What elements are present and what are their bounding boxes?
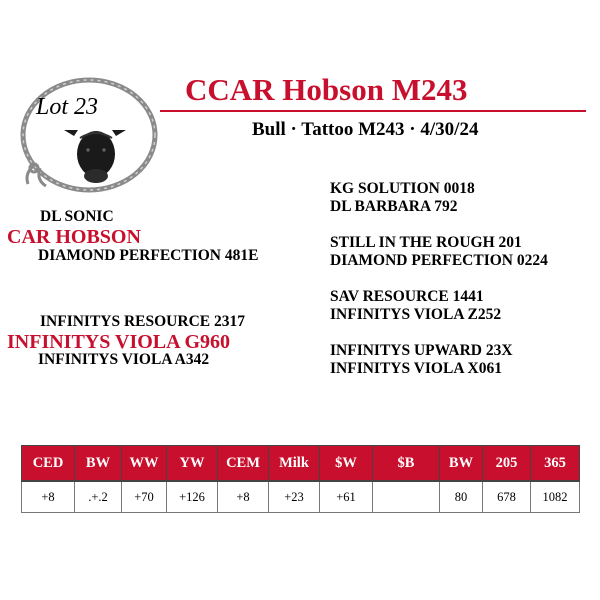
dam-dam: INFINITYS VIOLA A342 xyxy=(38,351,210,368)
epd-value-w-index: +61 xyxy=(320,481,373,513)
epd-header-row xyxy=(22,446,580,482)
rope-oval xyxy=(14,72,164,200)
grandparent-dam-sire-dam: INFINITYS VIOLA Z252 xyxy=(330,306,502,323)
epd-value-actual-bw: 80 xyxy=(440,481,483,513)
epd-value-365: 1082 xyxy=(531,481,580,513)
epd-table xyxy=(21,445,580,513)
sire-dam: DIAMOND PERFECTION 481E xyxy=(38,247,259,264)
animal-details: Bull · Tattoo M243 · 4/30/24 xyxy=(252,119,479,140)
dam-name: INFINITYS VIOLA G960 xyxy=(7,331,231,353)
epd-value-ww: +70 xyxy=(122,481,167,513)
epd-header-205: 205 xyxy=(483,446,531,482)
epd-header-cem: CEM xyxy=(218,446,269,482)
grandparent-dam-dam-sire: INFINITYS UPWARD 23X xyxy=(330,342,513,359)
epd-value-bw: .+.2 xyxy=(75,481,122,513)
grandparent-dam-dam-dam: INFINITYS VIOLA X061 xyxy=(330,360,502,377)
epd-value-milk: +23 xyxy=(269,481,320,513)
title-underline xyxy=(160,110,586,112)
epd-header-b-index: $B xyxy=(373,446,440,482)
grandparent-sire-sire-dam: DL BARBARA 792 xyxy=(330,198,458,215)
epd-value-yw: +126 xyxy=(167,481,218,513)
grandparent-sire-dam-dam: DIAMOND PERFECTION 0224 xyxy=(330,252,548,269)
angus-bull-head-icon xyxy=(64,130,126,183)
lot-label: Lot 23 xyxy=(36,94,99,120)
lot-logo xyxy=(14,72,164,200)
sire-sire: DL SONIC xyxy=(40,208,114,225)
epd-header-bw: BW xyxy=(75,446,122,482)
epd-header-ced: CED xyxy=(22,446,75,482)
sire-name: CAR HOBSON xyxy=(7,226,141,248)
epd-value-b-index xyxy=(373,481,440,513)
epd-value-row xyxy=(22,481,580,513)
animal-name: CCAR Hobson M243 xyxy=(185,72,468,107)
grandparent-sire-dam-sire: STILL IN THE ROUGH 201 xyxy=(330,234,522,251)
epd-header-ww: WW xyxy=(122,446,167,482)
grandparent-sire-sire-sire: KG SOLUTION 0018 xyxy=(330,180,475,197)
epd-value-cem: +8 xyxy=(218,481,269,513)
epd-value-205: 678 xyxy=(483,481,531,513)
epd-header-365: 365 xyxy=(531,446,580,482)
epd-header-w-index: $W xyxy=(320,446,373,482)
epd-header-actual-bw: BW xyxy=(440,446,483,482)
dam-sire: INFINITYS RESOURCE 2317 xyxy=(40,313,245,330)
epd-value-ced: +8 xyxy=(22,481,75,513)
grandparent-dam-sire-sire: SAV RESOURCE 1441 xyxy=(330,288,484,305)
epd-header-milk: Milk xyxy=(269,446,320,482)
epd-header-yw: YW xyxy=(167,446,218,482)
